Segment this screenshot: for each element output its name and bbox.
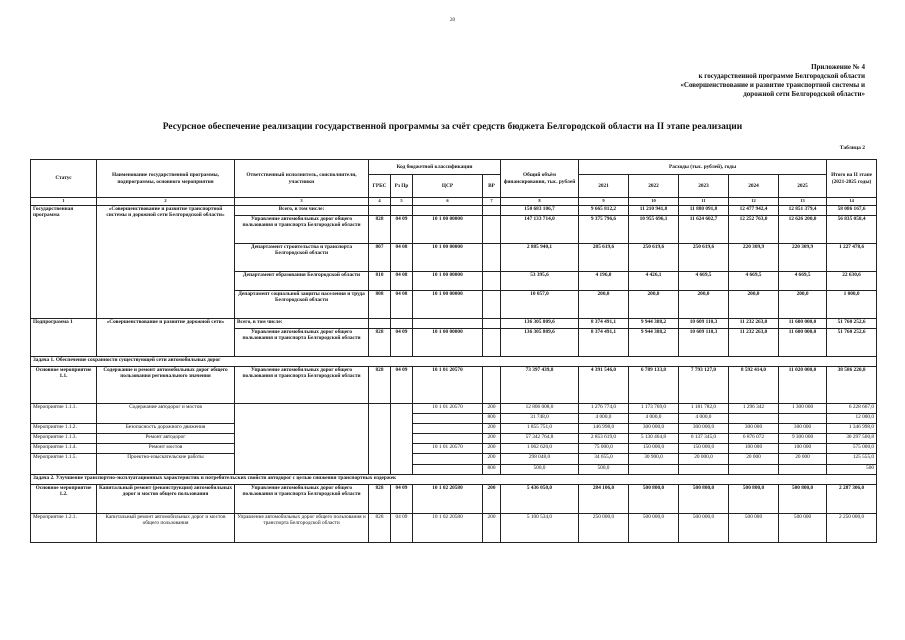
row-status: Государственная программа: [31, 206, 97, 319]
cell-sum: 30 297 500,8: [827, 434, 877, 444]
header-grbs: ГРБС: [369, 175, 391, 198]
cell-csr: [413, 434, 483, 444]
cell-rzpr: 04 09: [391, 485, 413, 514]
row-executor: Управление автомобильных дорог общего пользования и транспорта Белгородской области: [235, 485, 369, 514]
column-number: 4: [369, 198, 391, 206]
cell-vr: 200: [483, 454, 501, 465]
table-row: [31, 206, 877, 216]
column-number: 2: [97, 198, 235, 206]
cell-sum: 6 228 667,0: [827, 404, 877, 414]
cell-total: 12 806 008,0: [501, 404, 579, 414]
row-name: Безопасность дорожного движения: [97, 424, 235, 434]
cell-year: 11 232 263,0: [729, 319, 779, 329]
cell-total: 1 062 620,0: [501, 444, 579, 454]
table-row: [31, 434, 877, 444]
table-row: [31, 444, 877, 454]
cell-year: [629, 465, 679, 475]
cell-sum: 575 000,0: [827, 444, 877, 454]
cell-rzpr: [391, 319, 413, 329]
cell-csr: 10 1 01 20570: [413, 404, 483, 414]
cell-sum: 12 000,0: [827, 414, 877, 424]
row-status: Мероприятие 1.2.1.: [31, 514, 97, 543]
cell-year: 9 944 388,2: [629, 329, 679, 357]
cell-vr: 200: [483, 444, 501, 454]
cell-vr: [483, 206, 501, 216]
document-title: Ресурсное обеспечение реализации государственной программы за счёт средств бюджета Белгородской области на II этапе реализации: [162, 122, 743, 132]
column-number: 11: [679, 198, 729, 206]
cell-grbs: 828: [369, 514, 391, 543]
cell-year: 4 196,0: [579, 272, 629, 291]
table-row: [31, 485, 877, 514]
cell-year: 200,0: [629, 291, 679, 319]
table-row: [31, 454, 877, 465]
cell-year: 300 000: [779, 424, 827, 434]
cell-total: 73 397 439,8: [501, 367, 579, 404]
header-itogo: Итого на II этапе (2021-2025 годы): [827, 160, 877, 198]
cell-year: 100 000: [729, 444, 779, 454]
cell-rzpr: 04 09: [391, 329, 413, 357]
table-row: [31, 424, 877, 434]
table-row: [31, 404, 877, 414]
page-number: 20: [450, 18, 455, 23]
cell-grbs: 828: [369, 485, 391, 514]
column-number: 5: [391, 198, 413, 206]
cell-year: 500 800,0: [629, 485, 679, 514]
cell-csr: [413, 465, 483, 475]
row-status: Мероприятие 1.1.1.: [31, 404, 97, 424]
cell-grbs: 810: [369, 272, 391, 291]
cell-year: 11 600 000,0: [779, 329, 827, 357]
column-number: 3: [235, 198, 369, 206]
cell-year: 500 000,0: [679, 514, 729, 543]
row-executor: Управление автомобильных дорог общего пользования и транспорта Белгородской области: [235, 329, 369, 357]
cell-total: 5 100 534,0: [501, 514, 579, 543]
cell-year: [779, 465, 827, 475]
cell-year: 8 374 491,1: [579, 319, 629, 329]
row-name: Ремонт мостов: [97, 444, 235, 454]
cell-year: 4 669,5: [729, 272, 779, 291]
cell-year: 6 137 345,0: [679, 434, 729, 444]
cell-year: 10 955 696,1: [629, 216, 679, 244]
cell-year: 500 800,0: [779, 485, 827, 514]
cell-year: 285 619,6: [579, 244, 629, 272]
cell-year: 4 000,0: [579, 414, 629, 424]
cell-year: 7 793 127,0: [679, 367, 729, 404]
cell-year: 12 252 763,0: [729, 216, 779, 244]
cell-year: 11 880 091,8: [679, 206, 729, 216]
cell-rzpr: [391, 206, 413, 216]
cell-year: 20 000,0: [679, 454, 729, 465]
cell-year: 500 800,0: [679, 485, 729, 514]
cell-year: 200,0: [579, 291, 629, 319]
cell-year: 11 600 000,0: [779, 319, 827, 329]
cell-sum: 51 760 252,6: [827, 329, 877, 357]
cell-total: 150 683 106,7: [501, 206, 579, 216]
cell-total: 136 305 809,6: [501, 319, 579, 329]
cell-vr: 200: [483, 434, 501, 444]
cell-rzpr: 04 08: [391, 291, 413, 319]
cell-year: 200,0: [729, 291, 779, 319]
row-executor: Управление автомобильных дорог общего пользования и транспорта Белгородской области: [235, 514, 369, 543]
header-year: 2025: [779, 175, 827, 198]
row-status: Основное мероприятие 1.2.: [31, 485, 97, 514]
cell-csr: 10 1 00 00000: [413, 244, 483, 272]
cell-year: 2 853 619,0: [579, 434, 629, 444]
task-row: [31, 357, 877, 367]
row-status: Мероприятие 1.1.4.: [31, 444, 97, 454]
cell-year: 1 173 769,0: [629, 404, 679, 414]
cell-grbs: [369, 319, 391, 329]
cell-year: 146 998,0: [579, 424, 629, 434]
cell-total: 147 133 714,0: [501, 216, 579, 244]
cell-grbs: 807: [369, 244, 391, 272]
cell-year: 4 391 546,0: [579, 367, 629, 404]
cell-year: 8 374 491,1: [579, 329, 629, 357]
cell-csr: 10 1 01 20570: [413, 367, 483, 404]
cell-year: 150 000,0: [629, 444, 679, 454]
cell-year: 4 669,5: [679, 272, 729, 291]
cell-year: 75 000,0: [579, 444, 629, 454]
cell-year: 500 000: [729, 514, 779, 543]
cell-year: 9 300 000: [779, 434, 827, 444]
column-number: 13: [779, 198, 827, 206]
cell-year: 250 000,0: [579, 514, 629, 543]
cell-year: 1 296 342: [729, 404, 779, 414]
cell-year: 100 000: [779, 444, 827, 454]
row-status: Мероприятие 1.1.3.: [31, 434, 97, 444]
row-name: Проектно-изыскательские работы: [97, 454, 235, 475]
cell-vr: [483, 291, 501, 319]
cell-total: 136 305 809,6: [501, 329, 579, 357]
cell-year: 11 020 000,0: [779, 367, 827, 404]
cell-grbs: 828: [369, 367, 391, 404]
row-status: Подпрограмма 1: [31, 319, 97, 357]
row-name: Ремонт автодорог: [97, 434, 235, 444]
cell-vr: [483, 329, 501, 357]
cell-rzpr: 04 08: [391, 272, 413, 291]
cell-csr: [413, 206, 483, 216]
cell-year: 300 000: [729, 424, 779, 434]
cell-year: 4 669,5: [779, 272, 827, 291]
cell-year: 284 106,0: [579, 485, 629, 514]
appendix-line: «Совершенствование и развитие транспортной системы и: [680, 81, 865, 89]
cell-sum: 58 086 167,6: [827, 206, 877, 216]
cell-year: 1 276 774,0: [579, 404, 629, 414]
row-name: Содержание автодорог и мостов: [97, 404, 235, 424]
cell-vr: [483, 367, 501, 404]
cell-sum: 38 586 220,8: [827, 367, 877, 404]
cell-total: 298 048,0: [501, 454, 579, 465]
cell-sum: 2 250 000,0: [827, 514, 877, 543]
appendix-line: к государственной программе Белгородской области: [698, 72, 865, 80]
cell-year: 9 944 388,2: [629, 319, 679, 329]
cell-sum: 56 835 058,4: [827, 216, 877, 244]
cell-year: 10 609 110,3: [679, 319, 729, 329]
cell-total: 57 342 764,8: [501, 434, 579, 444]
cell-sum: 125 555,0: [827, 454, 877, 465]
row-name: «Совершенствование и развитие транспортной системы и дорожной сети Белгородской области»: [97, 206, 235, 319]
cell-rzpr: 04 08: [391, 244, 413, 272]
cell-year: 9 665 812,2: [579, 206, 629, 216]
column-number: 12: [729, 198, 779, 206]
cell-sum: 22 630,6: [827, 272, 877, 291]
cell-year: 1 300 000: [779, 404, 827, 414]
cell-year: 8 592 414,0: [729, 367, 779, 404]
row-name: Капитальный ремонт (реконструкция) автомобильных дорог и мостов общего пользования: [97, 485, 235, 514]
cell-total: 2 885 940,1: [501, 244, 579, 272]
cell-year: 150 000,0: [679, 444, 729, 454]
cell-rzpr: 04 09: [391, 367, 413, 404]
cell-year: 20 000: [779, 454, 827, 465]
cell-sum: 51 760 252,6: [827, 319, 877, 329]
cell-year: 500 800,0: [729, 485, 779, 514]
cell-year: 20 000: [729, 454, 779, 465]
row-executor: [235, 404, 369, 475]
cell-sum: 2 287 306,0: [827, 485, 877, 514]
row-executor: Всего, в том числе:: [235, 319, 369, 329]
cell-csr: 10 1 00 00000: [413, 272, 483, 291]
cell-year: 12 851 379,4: [779, 206, 827, 216]
row-status: Мероприятие 1.1.5.: [31, 454, 97, 475]
cell-vr: [483, 319, 501, 329]
cell-vr: 800: [483, 465, 501, 475]
cell-total: 500,0: [501, 465, 579, 475]
cell-year: 4 000,0: [629, 414, 679, 424]
row-name: Содержание и ремонт автомобильных дорог общего пользования регионального значения: [97, 367, 235, 404]
table-row: [31, 514, 877, 543]
cell-rzpr: 04 09: [391, 216, 413, 244]
row-executor: Всего, в том числе:: [235, 206, 369, 216]
cell-year: 6 789 133,8: [629, 367, 679, 404]
header-executor: Ответственный исполнитель, соисполнители, участники: [235, 160, 369, 198]
header-name: Наименование государственной программы, подпрограммы, основного мероприятия: [97, 160, 235, 198]
row-executor: Департамент образования Белгородской области: [235, 272, 369, 291]
cell-rzpr: 04 09: [391, 514, 413, 543]
cell-year: 9 375 796,6: [579, 216, 629, 244]
cell-sum: 500: [827, 465, 877, 475]
appendix-line: дорожной сети Белгородской области»: [743, 90, 865, 98]
column-number: 1: [31, 198, 97, 206]
column-number: 7: [483, 198, 501, 206]
header-rzpr: Рз Пр: [391, 175, 413, 198]
header-year: 2023: [679, 175, 729, 198]
cell-year: 220 309,9: [729, 244, 779, 272]
cell-year: 300 000,0: [679, 424, 729, 434]
cell-csr: [413, 454, 483, 465]
cell-year: 300 000,0: [629, 424, 679, 434]
table-row: [31, 319, 877, 329]
cell-grbs: 808: [369, 291, 391, 319]
table-row: [31, 367, 877, 404]
cell-year: 12 626 200,0: [779, 216, 827, 244]
cell-year: 4 000,0: [679, 414, 729, 424]
cell-year: [729, 465, 779, 475]
cell-year: 220 309,9: [779, 244, 827, 272]
cell-year: 250 619,6: [629, 244, 679, 272]
cell-year: 5 130 464,8: [629, 434, 679, 444]
cell-year: 500,0: [579, 465, 629, 475]
resource-table: [30, 159, 877, 543]
cell-year: 30 900,0: [629, 454, 679, 465]
column-numbers-row: [31, 198, 877, 206]
column-number: 6: [413, 198, 483, 206]
row-status: Мероприятие 1.1.2.: [31, 424, 97, 434]
cell-year: 250 619,6: [679, 244, 729, 272]
row-executor: Управление автомобильных дорог общего пользования и транспорта Белгородской области: [235, 216, 369, 244]
cell-vr: 200: [483, 514, 501, 543]
cell-vr: 200: [483, 424, 501, 434]
row-status: Основное мероприятие 1.1.: [31, 367, 97, 404]
cell-vr: 200: [483, 485, 501, 514]
cell-total: 53 395,6: [501, 272, 579, 291]
cell-year: 200,0: [779, 291, 827, 319]
cell-total: 31 748,0: [501, 414, 579, 424]
cell-year: [729, 414, 779, 424]
header-total: Общий объём финансирования, тыс. рублей: [501, 160, 579, 198]
cell-year: 6 876 072: [729, 434, 779, 444]
row-executor: Департамент строительства и транспорта Белгородской области: [235, 244, 369, 272]
cell-csr: 10 1 00 00000: [413, 329, 483, 357]
cell-total: 1 855 751,0: [501, 424, 579, 434]
cell-year: 200,0: [679, 291, 729, 319]
header-budget-code: Код бюджетной классификации: [369, 160, 501, 175]
cell-total: 10 057,0: [501, 291, 579, 319]
cell-rzpr: [391, 404, 413, 475]
cell-vr: [483, 216, 501, 244]
cell-grbs: 828: [369, 329, 391, 357]
header-expenses: Расходы (тыс. рублей), годы: [579, 160, 827, 175]
cell-vr: [483, 244, 501, 272]
header-vr: ВР: [483, 175, 501, 198]
cell-csr: 10 1 01 20570: [413, 444, 483, 454]
task-title: Задача 1. Обеспечение сохранности существующей сети автомобильных дорог: [31, 357, 877, 367]
task-title: Задача 2. Улучшение транспортно-эксплуатационных характеристик и потребительских свойств автодорог с целью снижения транспортных издержек: [31, 475, 877, 485]
cell-csr: 10 1 02 20580: [413, 485, 483, 514]
cell-vr: 200: [483, 404, 501, 414]
cell-year: 11 624 602,7: [679, 216, 729, 244]
header-csr: ЦСР: [413, 175, 483, 198]
cell-year: 10 609 110,3: [679, 329, 729, 357]
header-year: 2021: [579, 175, 629, 198]
cell-csr: 10 1 00 00000: [413, 291, 483, 319]
cell-year: 500 000: [779, 514, 827, 543]
column-number: 8: [501, 198, 579, 206]
header-row: [31, 160, 877, 175]
column-number: 10: [629, 198, 679, 206]
column-number: 14: [827, 198, 877, 206]
cell-year: 34 655,0: [579, 454, 629, 465]
row-executor: Управление автомобильных дорог общего пользования и транспорта Белгородской области: [235, 367, 369, 404]
header-status: Статус: [31, 160, 97, 198]
cell-vr: [483, 272, 501, 291]
appendix-line: Приложение № 4: [811, 63, 865, 71]
row-name: «Совершенствование и развитие дорожной сети»: [97, 319, 235, 357]
cell-csr: [413, 319, 483, 329]
row-executor: Департамент социальной защиты населения и труда Белгородской области: [235, 291, 369, 319]
cell-csr: 10 1 02 20580: [413, 514, 483, 543]
cell-year: 500 000,0: [629, 514, 679, 543]
cell-csr: [413, 414, 483, 424]
cell-sum: 1 000,0: [827, 291, 877, 319]
cell-grbs: [369, 206, 391, 216]
task-row: [31, 475, 877, 485]
cell-year: 1 181 782,0: [679, 404, 729, 414]
header-year: 2024: [729, 175, 779, 198]
cell-vr: 800: [483, 414, 501, 424]
cell-csr: 10 1 00 00000: [413, 216, 483, 244]
appendix-header: [615, 63, 865, 99]
cell-year: [779, 414, 827, 424]
cell-year: 11 232 263,0: [729, 329, 779, 357]
cell-sum: 1 227 478,6: [827, 244, 877, 272]
cell-total: 5 436 050,0: [501, 485, 579, 514]
cell-year: 4 426,1: [629, 272, 679, 291]
cell-year: [679, 465, 729, 475]
cell-sum: 1 346 998,0: [827, 424, 877, 434]
cell-year: 12 477 942,4: [729, 206, 779, 216]
table-label: Таблица 2: [839, 145, 865, 151]
column-number: 9: [579, 198, 629, 206]
cell-year: 11 210 941,8: [629, 206, 679, 216]
cell-grbs: [369, 404, 391, 475]
cell-csr: [413, 424, 483, 434]
cell-grbs: 828: [369, 216, 391, 244]
row-name: Капитальный ремонт автомобильных дорог и мостов общего пользования: [97, 514, 235, 543]
header-year: 2022: [629, 175, 679, 198]
